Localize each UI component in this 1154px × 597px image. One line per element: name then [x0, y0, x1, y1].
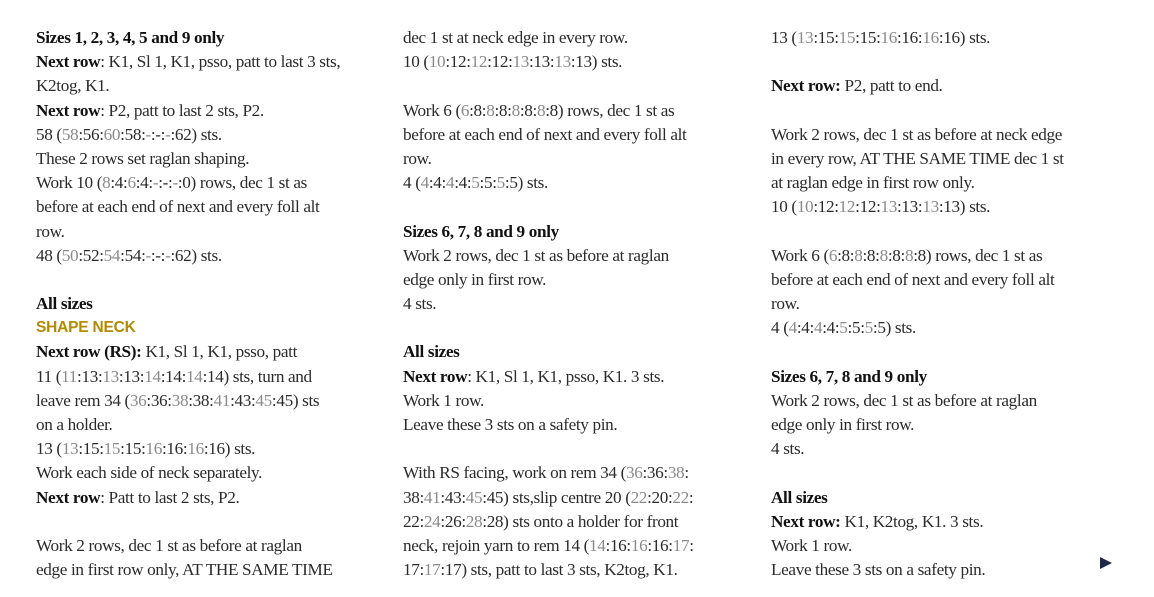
instruction-line: neck, rejoin yarn to rem 14 (14:16:16:16:17: [403, 535, 694, 555]
instruction-line: before at each end of next and every foll alt [36, 197, 320, 217]
instruction-line: Next row: K1, Sl 1, K1, psso, patt to last 3 sts, [36, 52, 341, 72]
stitch-count-line: 4 sts. [771, 439, 805, 459]
spacer [36, 510, 340, 534]
instruction-line: Next row: P2, patt to last 2 sts, P2. [36, 100, 264, 120]
spacer [403, 195, 694, 219]
instruction-line: 22:24:26:28:28) sts onto a holder for front [403, 511, 679, 531]
instruction-line: on a holder. [36, 415, 113, 434]
instruction-line: Work 10 (8:4:6:4:-:-:-:0) rows, dec 1 st as [36, 173, 307, 193]
spacer [771, 340, 1064, 364]
instruction-line: Work 2 rows, dec 1 st as before at raglan [36, 535, 302, 555]
instruction-line: Next row (RS): K1, Sl 1, K1, psso, patt [36, 342, 298, 362]
instruction-line: Work 1 row. [403, 390, 485, 410]
instruction-line: before at each end of next and every foll alt [403, 124, 687, 144]
instruction-line: Next row: P2, patt to end. [771, 76, 943, 96]
spacer [771, 461, 1064, 485]
stitch-count-line: 48 (50:52:54:54:-:-:-:62) sts. [36, 245, 222, 265]
instruction-line: Leave these 3 sts on a safety pin. [403, 415, 618, 434]
instruction-line: Work each side of neck separately. [36, 463, 263, 483]
instruction-line: at raglan edge in first row only. [771, 173, 975, 193]
instruction-line: before at each end of next and every foll alt [771, 269, 1055, 289]
instruction-line: 17:17:17) sts, patt to last 3 sts, K2tog, K1. [403, 560, 678, 580]
instruction-line: Work 6 (6:8:8:8:8:8:8:8) rows, dec 1 st as [771, 245, 1043, 265]
instruction-line: Work 2 rows, dec 1 st as before at raglan [771, 390, 1037, 410]
instruction-line: edge only in first row. [771, 415, 915, 434]
instruction-line: row. [403, 148, 432, 168]
instruction-line: Work 1 row. [771, 535, 853, 555]
stitch-count-line: 13 (13:15:15:15:16:16:16:16) sts. [36, 439, 256, 459]
instruction-line: dec 1 st at neck edge in every row. [403, 28, 628, 47]
instruction-line: 38:41:43:45:45) sts,slip centre 20 (22:20:22: [403, 487, 694, 507]
instruction-line: These 2 rows set raglan shaping. [36, 148, 250, 168]
instruction-line: Work 2 rows, dec 1 st as before at neck edge [771, 124, 1063, 144]
section-heading-shape-neck: SHAPE NECK [36, 319, 136, 337]
stitch-count-line: 10 (10:12:12:12:13:13:13:13) sts. [771, 197, 991, 217]
stitch-count-line: 4 (4:4:4:4:5:5:5:5) sts. [771, 318, 916, 338]
spacer [36, 268, 340, 292]
instruction-line: Work 6 (6:8:8:8:8:8:8:8) rows, dec 1 st as [403, 100, 675, 120]
instruction-line: edge only in first row. [403, 269, 547, 289]
spacer [771, 50, 1064, 74]
instruction-line: edge in first row only, AT THE SAME TIME [36, 560, 333, 580]
instruction-line: row. [771, 294, 800, 314]
spacer [403, 437, 694, 461]
column-1 [36, 26, 340, 582]
instruction-line: K2tog, K1. [36, 76, 110, 96]
instruction-line: in every row, AT THE SAME TIME dec 1 st [771, 148, 1064, 168]
heading-sizes-6-9: Sizes 6, 7, 8 and 9 only [771, 366, 927, 386]
instruction-line: Work 2 rows, dec 1 st as before at raglan [403, 245, 669, 265]
instruction-line: Leave these 3 sts on a safety pin. [771, 560, 986, 580]
spacer [403, 316, 694, 340]
stitch-count-line: 13 (13:15:15:15:16:16:16:16) sts. [771, 28, 991, 47]
spacer [771, 99, 1064, 123]
instruction-line: row. [36, 221, 65, 241]
instruction-line: Next row: K1, Sl 1, K1, psso, K1. 3 sts. [403, 366, 665, 386]
heading-all-sizes: All sizes [36, 294, 93, 314]
instruction-line: leave rem 34 (36:36:38:38:41:43:45:45) sts [36, 390, 320, 410]
column-3 [771, 26, 1064, 582]
instruction-line: Next row: Patt to last 2 sts, P2. [36, 487, 240, 507]
stitch-count-line: 58 (58:56:60:58:-:-:-:62) sts. [36, 124, 222, 144]
stitch-count-line: 4 sts. [403, 294, 437, 314]
instruction-line: Next row: K1, K2tog, K1. 3 sts. [771, 511, 984, 531]
heading-sizes-6-9: Sizes 6, 7, 8 and 9 only [403, 221, 559, 241]
instruction-line: With RS facing, work on rem 34 (36:36:38: [403, 463, 689, 483]
column-2 [403, 26, 694, 582]
spacer [403, 74, 694, 98]
spacer [771, 220, 1064, 244]
stitch-count-line: 10 (10:12:12:12:13:13:13:13) sts. [403, 52, 623, 72]
triangle-right-icon [1100, 557, 1112, 569]
heading-all-sizes: All sizes [403, 342, 460, 362]
heading-sizes-1-5-9: Sizes 1, 2, 3, 4, 5 and 9 only [36, 28, 225, 47]
instruction-line: 11 (11:13:13:13:14:14:14:14) sts, turn and [36, 366, 312, 386]
heading-all-sizes: All sizes [771, 487, 828, 507]
stitch-count-line: 4 (4:4:4:4:5:5:5:5) sts. [403, 173, 548, 193]
